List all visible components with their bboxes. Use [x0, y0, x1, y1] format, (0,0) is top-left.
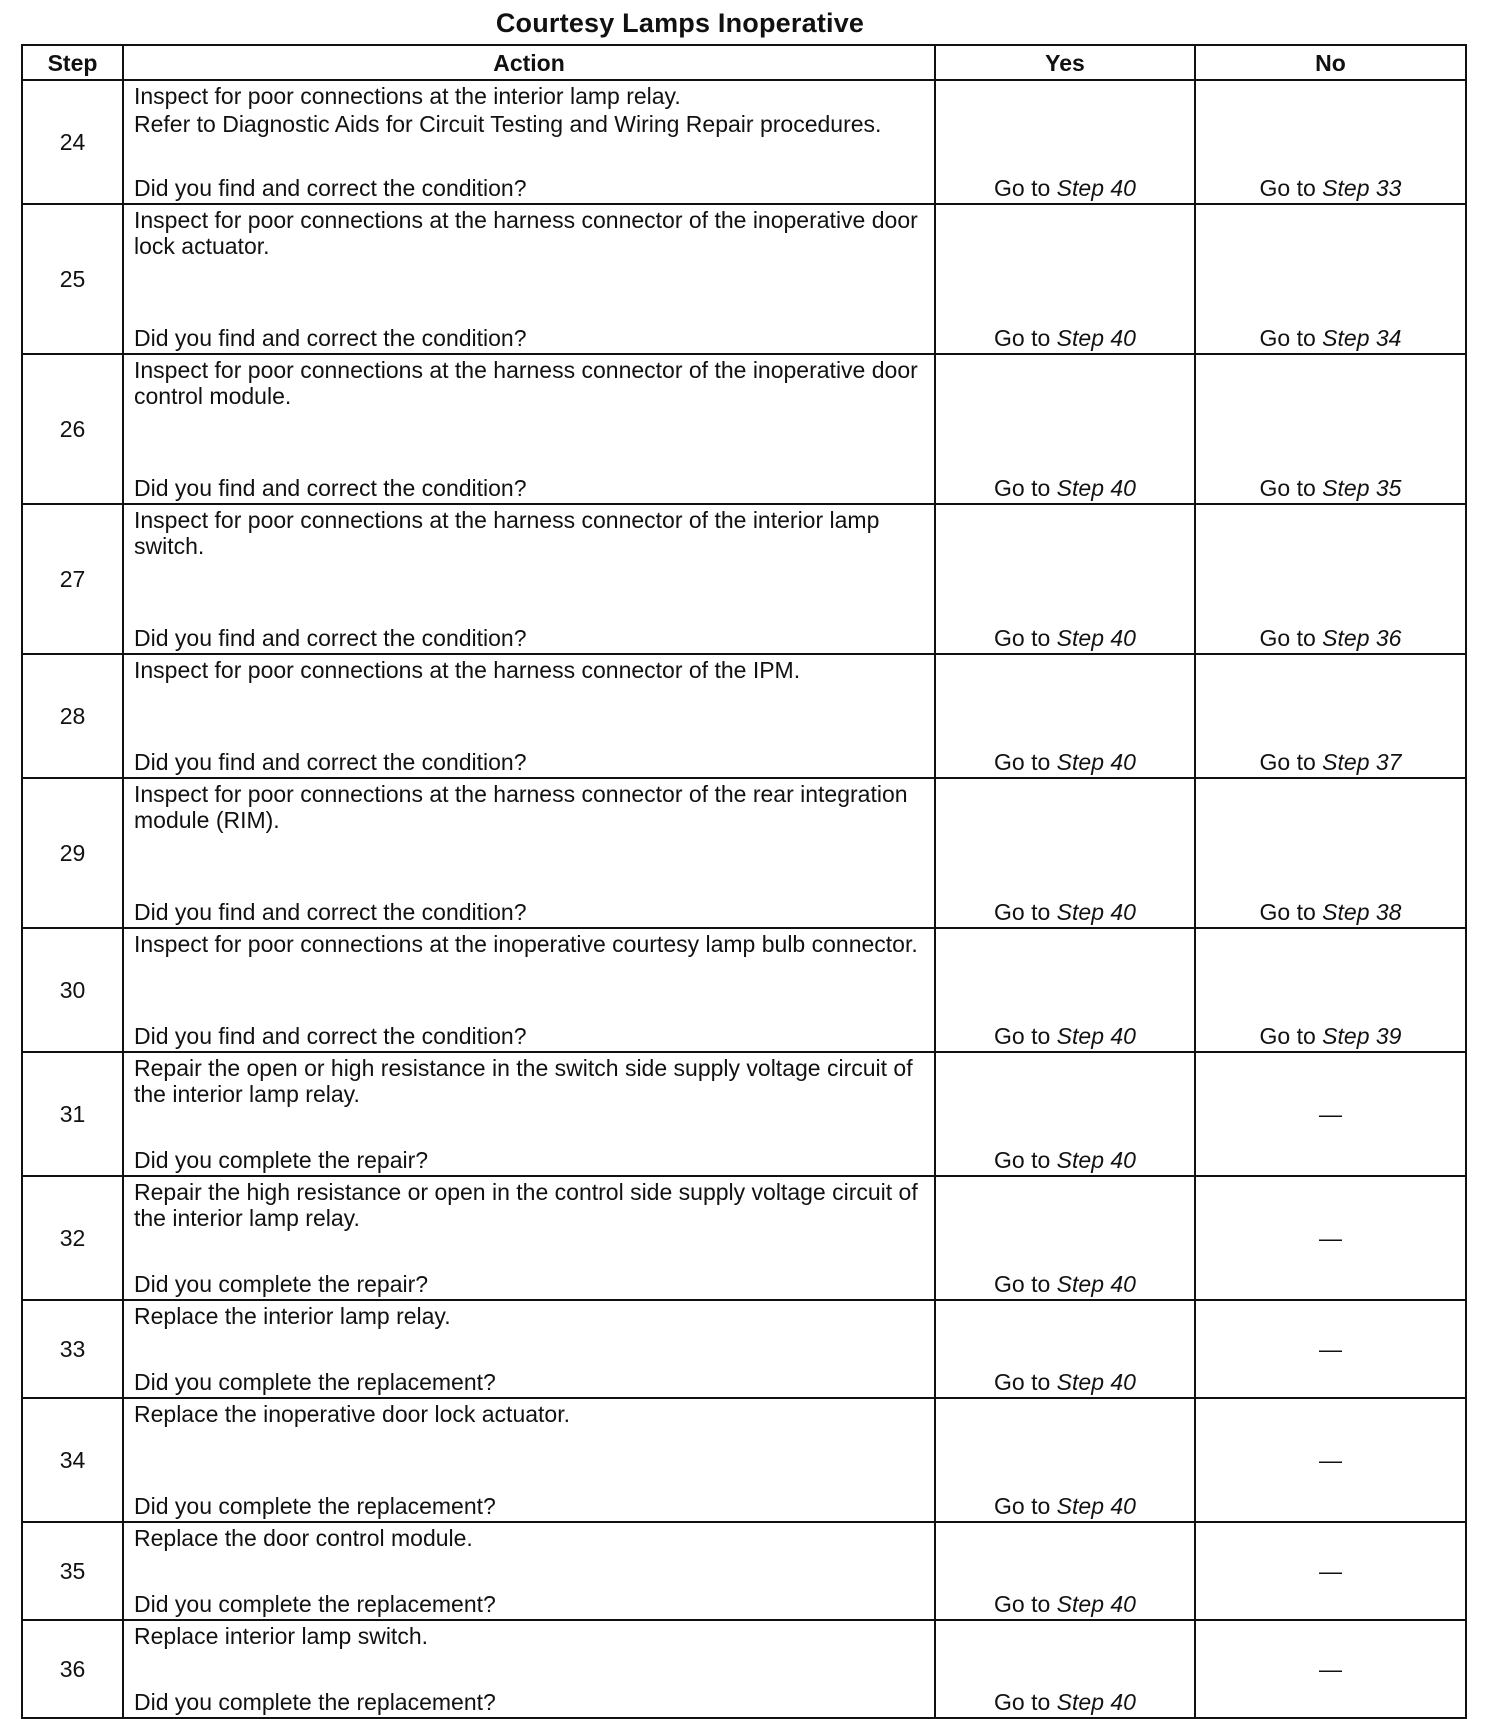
yes-step-link: Step 40: [1056, 175, 1136, 201]
no-result: [1195, 204, 1466, 354]
yes-step-link: Step 40: [1056, 1493, 1136, 1519]
step-number: 25: [22, 204, 123, 354]
table-row: [22, 778, 1466, 928]
no-result: [1195, 1620, 1466, 1718]
action-question: Did you find and correct the condition?: [134, 625, 527, 651]
no-prefix: Go to: [1259, 749, 1316, 775]
no-result: [1195, 354, 1466, 504]
action-cell: [123, 204, 935, 354]
table-row: [22, 1522, 1466, 1620]
step-number: 36: [22, 1620, 123, 1718]
yes-prefix: Go to: [994, 325, 1051, 351]
yes-result: [935, 1300, 1195, 1398]
yes-step-link: Step 40: [1056, 1271, 1136, 1297]
no-result: [1195, 1522, 1466, 1620]
action-question: Did you complete the replacement?: [134, 1493, 496, 1519]
action-question: Did you complete the replacement?: [134, 1591, 496, 1617]
yes-step-link: Step 40: [1056, 1147, 1136, 1173]
table-row: [22, 1176, 1466, 1300]
action-question: Did you find and correct the condition?: [134, 899, 527, 925]
yes-result: [935, 928, 1195, 1052]
no-result: [1195, 504, 1466, 654]
step-number: 29: [22, 778, 123, 928]
yes-result: [935, 1522, 1195, 1620]
yes-result: [935, 654, 1195, 778]
no-prefix: Go to: [1259, 1023, 1316, 1049]
step-number: 33: [22, 1300, 123, 1398]
yes-result: [935, 354, 1195, 504]
diagnostic-table: [21, 44, 1467, 1719]
step-number: 26: [22, 354, 123, 504]
action-cell: [123, 1522, 935, 1620]
no-dash: —: [1319, 1447, 1342, 1473]
step-number: 24: [22, 80, 123, 204]
action-cell: [123, 1398, 935, 1522]
yes-result: [935, 1176, 1195, 1300]
action-cell: [123, 80, 935, 204]
yes-step-link: Step 40: [1056, 1591, 1136, 1617]
no-dash: —: [1319, 1336, 1342, 1362]
no-result: [1195, 654, 1466, 778]
action-question: Did you find and correct the condition?: [134, 325, 527, 351]
yes-result: [935, 80, 1195, 204]
table-row: [22, 80, 1466, 204]
yes-prefix: Go to: [994, 475, 1051, 501]
step-number: 31: [22, 1052, 123, 1176]
header-yes: Yes: [935, 45, 1195, 80]
step-number: 32: [22, 1176, 123, 1300]
action-instruction: Replace the inoperative door lock actuator.: [134, 1401, 570, 1427]
table-row: [22, 204, 1466, 354]
no-dash: —: [1319, 1225, 1342, 1251]
no-result: [1195, 778, 1466, 928]
no-step-link: Step 39: [1322, 1023, 1402, 1049]
action-instruction: Repair the open or high resistance in the switch side supply voltage circuit of the interior lamp relay.: [134, 1055, 913, 1107]
header-row: [22, 45, 1466, 80]
action-question: Did you complete the repair?: [134, 1271, 429, 1297]
page-title: Courtesy Lamps Inoperative: [495, 8, 865, 38]
no-step-link: Step 33: [1322, 175, 1402, 201]
no-prefix: Go to: [1259, 899, 1316, 925]
action-question: Did you find and correct the condition?: [134, 475, 527, 501]
action-instruction: Inspect for poor connections at the harness connector of the inoperative door lock actuator.: [134, 207, 918, 259]
no-step-link: Step 36: [1322, 625, 1402, 651]
action-instruction: Replace the door control module.: [134, 1525, 473, 1551]
action-cell: [123, 1176, 935, 1300]
action-instruction: Refer to Diagnostic Aids for Circuit Testing and Wiring Repair procedures.: [134, 111, 882, 137]
action-question: Did you complete the replacement?: [134, 1369, 496, 1395]
action-instruction: Inspect for poor connections at the harness connector of the interior lamp switch.: [134, 507, 880, 559]
yes-result: [935, 1398, 1195, 1522]
action-instruction: Replace interior lamp switch.: [134, 1623, 429, 1649]
no-dash: —: [1319, 1101, 1342, 1127]
table-row: [22, 1300, 1466, 1398]
no-dash: —: [1319, 1656, 1342, 1682]
table-row: [22, 654, 1466, 778]
yes-step-link: Step 40: [1056, 899, 1136, 925]
action-cell: [123, 504, 935, 654]
no-prefix: Go to: [1259, 625, 1316, 651]
action-instruction: Inspect for poor connections at the harness connector of the IPM.: [134, 657, 801, 683]
no-prefix: Go to: [1259, 325, 1316, 351]
yes-prefix: Go to: [994, 1023, 1051, 1049]
yes-result: [935, 1620, 1195, 1718]
action-cell: [123, 354, 935, 504]
action-instruction: Inspect for poor connections at the inoperative courtesy lamp bulb connector.: [134, 931, 918, 957]
yes-step-link: Step 40: [1056, 625, 1136, 651]
step-number: 30: [22, 928, 123, 1052]
no-prefix: Go to: [1259, 475, 1316, 501]
yes-prefix: Go to: [994, 1147, 1051, 1173]
action-cell: [123, 1300, 935, 1398]
yes-step-link: Step 40: [1056, 325, 1136, 351]
no-step-link: Step 34: [1322, 325, 1402, 351]
yes-prefix: Go to: [994, 899, 1051, 925]
action-question: Did you find and correct the condition?: [134, 1023, 527, 1049]
no-result: [1195, 928, 1466, 1052]
no-result: [1195, 80, 1466, 204]
table-row: [22, 354, 1466, 504]
yes-step-link: Step 40: [1056, 749, 1136, 775]
step-number: 34: [22, 1398, 123, 1522]
table-row: [22, 1398, 1466, 1522]
yes-step-link: Step 40: [1056, 1369, 1136, 1395]
action-instruction: Inspect for poor connections at the interior lamp relay.: [134, 83, 681, 109]
action-instruction: Replace the interior lamp relay.: [134, 1303, 451, 1329]
action-question: Did you complete the repair?: [134, 1147, 429, 1173]
no-result: [1195, 1300, 1466, 1398]
no-result: [1195, 1052, 1466, 1176]
yes-prefix: Go to: [994, 1493, 1051, 1519]
header-action: Action: [123, 45, 935, 80]
yes-prefix: Go to: [994, 1689, 1051, 1715]
table-row: [22, 504, 1466, 654]
yes-step-link: Step 40: [1056, 1689, 1136, 1715]
step-number: 27: [22, 504, 123, 654]
yes-prefix: Go to: [994, 625, 1051, 651]
action-cell: [123, 928, 935, 1052]
no-result: [1195, 1398, 1466, 1522]
no-dash: —: [1319, 1558, 1342, 1584]
no-step-link: Step 35: [1322, 475, 1402, 501]
action-cell: [123, 1620, 935, 1718]
no-prefix: Go to: [1259, 175, 1316, 201]
action-cell: [123, 1052, 935, 1176]
yes-step-link: Step 40: [1056, 475, 1136, 501]
yes-prefix: Go to: [994, 749, 1051, 775]
action-question: Did you find and correct the condition?: [134, 175, 527, 201]
yes-prefix: Go to: [994, 1591, 1051, 1617]
yes-prefix: Go to: [994, 1271, 1051, 1297]
no-result: [1195, 1176, 1466, 1300]
yes-prefix: Go to: [994, 1369, 1051, 1395]
action-instruction: Inspect for poor connections at the harness connector of the inoperative door control module.: [134, 357, 918, 409]
action-instruction: Inspect for poor connections at the harness connector of the rear integration module (RIM).: [134, 781, 908, 833]
step-number: 28: [22, 654, 123, 778]
yes-result: [935, 504, 1195, 654]
action-cell: [123, 654, 935, 778]
yes-result: [935, 204, 1195, 354]
action-cell: [123, 778, 935, 928]
action-instruction: Repair the high resistance or open in the control side supply voltage circuit of the interior lamp relay.: [134, 1179, 918, 1231]
action-question: Did you complete the replacement?: [134, 1689, 496, 1715]
step-number: 35: [22, 1522, 123, 1620]
no-step-link: Step 38: [1322, 899, 1402, 925]
yes-result: [935, 1052, 1195, 1176]
table-row: [22, 1052, 1466, 1176]
header-step: Step: [22, 45, 123, 80]
no-step-link: Step 37: [1322, 749, 1402, 775]
yes-prefix: Go to: [994, 175, 1051, 201]
action-question: Did you find and correct the condition?: [134, 749, 527, 775]
table-row: [22, 928, 1466, 1052]
yes-step-link: Step 40: [1056, 1023, 1136, 1049]
yes-result: [935, 778, 1195, 928]
table-row: [22, 1620, 1466, 1718]
header-no: No: [1195, 45, 1466, 80]
